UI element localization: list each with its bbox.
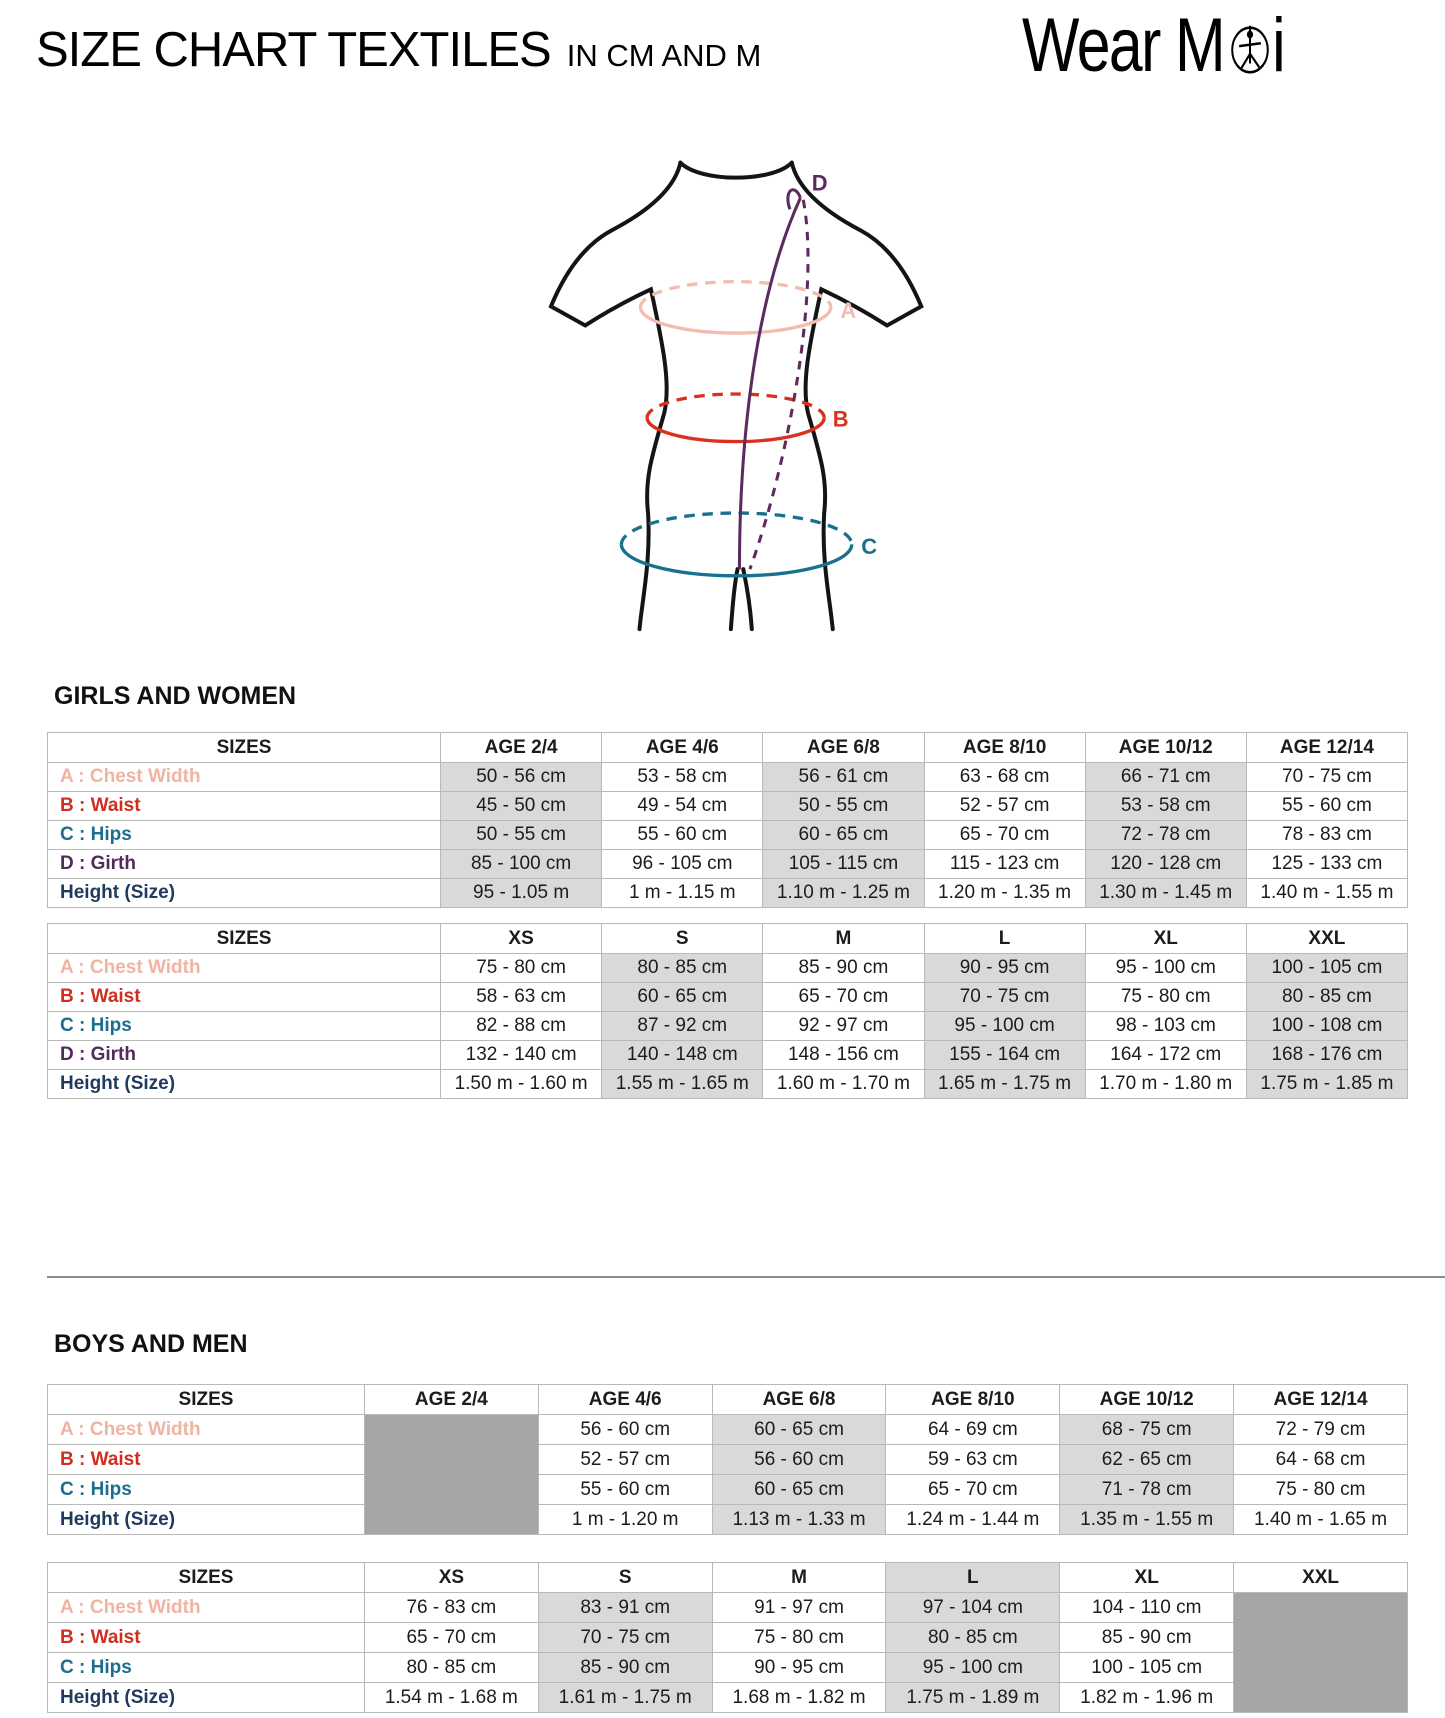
row-label: Height (Size) (48, 1070, 441, 1099)
size-value-cell: 1.50 m - 1.60 m (441, 1070, 602, 1099)
table-row (48, 983, 1408, 1012)
table-row (48, 1041, 1408, 1070)
size-value-cell: 60 - 65 cm (712, 1475, 886, 1505)
brand-logo (1022, 2, 1284, 89)
size-value-cell: 132 - 140 cm (441, 1041, 602, 1070)
size-value-cell: 56 - 61 cm (763, 763, 924, 792)
size-value-cell: 60 - 65 cm (763, 821, 924, 850)
row-label: A : Chest Width (48, 954, 441, 983)
column-header: XS (441, 924, 602, 954)
row-label: B : Waist (48, 1623, 365, 1653)
size-value-cell: 1.55 m - 1.65 m (602, 1070, 763, 1099)
size-value-cell: 56 - 60 cm (538, 1415, 712, 1445)
size-table (47, 923, 1408, 1099)
size-value-cell: 95 - 100 cm (1085, 954, 1246, 983)
size-value-cell: 155 - 164 cm (924, 1041, 1085, 1070)
size-value-cell: 98 - 103 cm (1085, 1012, 1246, 1041)
size-value-cell: 1.82 m - 1.96 m (1060, 1683, 1234, 1713)
section-heading-girls-and-women: GIRLS AND WOMEN (54, 682, 297, 710)
size-value-cell: 53 - 58 cm (1085, 792, 1246, 821)
size-value-cell: 1.75 m - 1.89 m (886, 1683, 1060, 1713)
table-row (48, 879, 1408, 908)
table-row (48, 1623, 1408, 1653)
boys-age-size-table (47, 1384, 1408, 1535)
row-label: C : Hips (48, 1475, 365, 1505)
row-label: A : Chest Width (48, 763, 441, 792)
row-label: Height (Size) (48, 1505, 365, 1535)
column-header: XS (364, 1563, 538, 1593)
column-header: XL (1085, 924, 1246, 954)
size-value-cell: 100 - 105 cm (1060, 1653, 1234, 1683)
size-value-cell: 1.35 m - 1.55 m (1060, 1505, 1234, 1535)
table-row (48, 1653, 1408, 1683)
table-row (48, 1683, 1408, 1713)
table-row (48, 763, 1408, 792)
size-value-cell: 1.20 m - 1.35 m (924, 879, 1085, 908)
size-value-cell: 125 - 133 cm (1246, 850, 1407, 879)
size-value-cell: 68 - 75 cm (1060, 1415, 1234, 1445)
column-header: SIZES (48, 733, 441, 763)
header-row (48, 924, 1408, 954)
blocked-cell (364, 1415, 538, 1445)
table-row (48, 1445, 1408, 1475)
section-heading-boys-and-men: BOYS AND MEN (54, 1330, 248, 1358)
blocked-cell (364, 1445, 538, 1475)
column-header: AGE 4/6 (602, 733, 763, 763)
size-value-cell: 1.75 m - 1.85 m (1246, 1070, 1407, 1099)
diagram-label-b: B (832, 406, 849, 432)
size-value-cell: 72 - 79 cm (1234, 1415, 1408, 1445)
blocked-cell (364, 1475, 538, 1505)
size-value-cell: 1.70 m - 1.80 m (1085, 1070, 1246, 1099)
size-value-cell: 52 - 57 cm (538, 1445, 712, 1475)
size-value-cell: 1.54 m - 1.68 m (364, 1683, 538, 1713)
size-value-cell: 168 - 176 cm (1246, 1041, 1407, 1070)
size-value-cell: 87 - 92 cm (602, 1012, 763, 1041)
size-value-cell: 45 - 50 cm (441, 792, 602, 821)
size-value-cell: 62 - 65 cm (1060, 1445, 1234, 1475)
size-value-cell: 66 - 71 cm (1085, 763, 1246, 792)
body-outline (551, 163, 921, 629)
header-row (48, 733, 1408, 763)
size-value-cell: 1.40 m - 1.65 m (1234, 1505, 1408, 1535)
diagram-label-c: C (861, 533, 878, 559)
size-value-cell: 50 - 56 cm (441, 763, 602, 792)
size-value-cell: 71 - 78 cm (1060, 1475, 1234, 1505)
size-value-cell: 64 - 68 cm (1234, 1445, 1408, 1475)
size-value-cell: 92 - 97 cm (763, 1012, 924, 1041)
column-header: AGE 2/4 (441, 733, 602, 763)
girls-age-size-table (47, 732, 1408, 908)
size-value-cell: 97 - 104 cm (886, 1593, 1060, 1623)
size-value-cell: 70 - 75 cm (538, 1623, 712, 1653)
table-row (48, 1012, 1408, 1041)
girth-measurement-loop (739, 190, 808, 569)
size-value-cell: 80 - 85 cm (1246, 983, 1407, 1012)
size-value-cell: 75 - 80 cm (712, 1623, 886, 1653)
body-measurement-diagram (505, 156, 972, 632)
size-value-cell: 1.24 m - 1.44 m (886, 1505, 1060, 1535)
size-value-cell: 52 - 57 cm (924, 792, 1085, 821)
size-value-cell: 75 - 80 cm (441, 954, 602, 983)
column-header: XXL (1246, 924, 1407, 954)
size-value-cell: 56 - 60 cm (712, 1445, 886, 1475)
size-table (47, 732, 1408, 908)
size-value-cell: 115 - 123 cm (924, 850, 1085, 879)
column-header: AGE 6/8 (763, 733, 924, 763)
size-value-cell: 70 - 75 cm (924, 983, 1085, 1012)
size-value-cell: 1.60 m - 1.70 m (763, 1070, 924, 1099)
column-header: AGE 10/12 (1060, 1385, 1234, 1415)
row-label: D : Girth (48, 850, 441, 879)
size-value-cell: 104 - 110 cm (1060, 1593, 1234, 1623)
blocked-cell (1234, 1683, 1408, 1713)
waist-measurement-ellipse (647, 394, 824, 442)
column-header: L (886, 1563, 1060, 1593)
size-value-cell: 80 - 85 cm (602, 954, 763, 983)
row-label: C : Hips (48, 821, 441, 850)
blocked-cell (1234, 1653, 1408, 1683)
size-value-cell: 90 - 95 cm (924, 954, 1085, 983)
row-label: C : Hips (48, 1012, 441, 1041)
column-header: AGE 8/10 (924, 733, 1085, 763)
row-label: C : Hips (48, 1653, 365, 1683)
size-value-cell: 90 - 95 cm (712, 1653, 886, 1683)
table-row (48, 850, 1408, 879)
table-row (48, 954, 1408, 983)
size-value-cell: 100 - 108 cm (1246, 1012, 1407, 1041)
size-value-cell: 50 - 55 cm (763, 792, 924, 821)
size-value-cell: 65 - 70 cm (886, 1475, 1060, 1505)
size-value-cell: 85 - 90 cm (763, 954, 924, 983)
size-value-cell: 83 - 91 cm (538, 1593, 712, 1623)
size-value-cell: 65 - 70 cm (364, 1623, 538, 1653)
table-row (48, 821, 1408, 850)
size-value-cell: 120 - 128 cm (1085, 850, 1246, 879)
size-value-cell: 55 - 60 cm (1246, 792, 1407, 821)
header-row (48, 1385, 1408, 1415)
column-header: S (602, 924, 763, 954)
size-value-cell: 75 - 80 cm (1085, 983, 1246, 1012)
column-header: AGE 2/4 (364, 1385, 538, 1415)
size-value-cell: 1.65 m - 1.75 m (924, 1070, 1085, 1099)
size-table (47, 1384, 1408, 1535)
size-value-cell: 60 - 65 cm (602, 983, 763, 1012)
row-label: B : Waist (48, 792, 441, 821)
size-value-cell: 59 - 63 cm (886, 1445, 1060, 1475)
page-subtitle: IN CM AND M (566, 38, 762, 73)
column-header: AGE 4/6 (538, 1385, 712, 1415)
table-row (48, 1593, 1408, 1623)
column-header: SIZES (48, 1385, 365, 1415)
column-header: AGE 12/14 (1234, 1385, 1408, 1415)
brand-text-suffix: i (1272, 3, 1285, 88)
column-header: SIZES (48, 924, 441, 954)
chest-measurement-ellipse (640, 282, 830, 333)
column-header: S (538, 1563, 712, 1593)
size-value-cell: 85 - 100 cm (441, 850, 602, 879)
column-header: SIZES (48, 1563, 365, 1593)
size-value-cell: 76 - 83 cm (364, 1593, 538, 1623)
size-value-cell: 1.10 m - 1.25 m (763, 879, 924, 908)
column-header: AGE 6/8 (712, 1385, 886, 1415)
row-label: Height (Size) (48, 1683, 365, 1713)
table-row (48, 1475, 1408, 1505)
row-label: D : Girth (48, 1041, 441, 1070)
size-value-cell: 53 - 58 cm (602, 763, 763, 792)
blocked-cell (364, 1505, 538, 1535)
size-table (47, 1562, 1408, 1713)
size-value-cell: 1.13 m - 1.33 m (712, 1505, 886, 1535)
page-title: SIZE CHART TEXTILES (36, 23, 551, 77)
blocked-cell (1234, 1623, 1408, 1653)
diagram-label-d: D (811, 170, 828, 196)
table-row (48, 1505, 1408, 1535)
size-value-cell: 72 - 78 cm (1085, 821, 1246, 850)
row-label: A : Chest Width (48, 1593, 365, 1623)
size-value-cell: 82 - 88 cm (441, 1012, 602, 1041)
table-row (48, 792, 1408, 821)
size-value-cell: 64 - 69 cm (886, 1415, 1060, 1445)
size-value-cell: 63 - 68 cm (924, 763, 1085, 792)
column-header: M (712, 1563, 886, 1593)
column-header: AGE 8/10 (886, 1385, 1060, 1415)
girls-letter-size-table (47, 923, 1408, 1099)
size-value-cell: 1.61 m - 1.75 m (538, 1683, 712, 1713)
size-value-cell: 100 - 105 cm (1246, 954, 1407, 983)
brand-text-prefix: Wear M (1022, 3, 1225, 88)
size-value-cell: 1.40 m - 1.55 m (1246, 879, 1407, 908)
size-value-cell: 75 - 80 cm (1234, 1475, 1408, 1505)
row-label: Height (Size) (48, 879, 441, 908)
size-value-cell: 65 - 70 cm (924, 821, 1085, 850)
size-value-cell: 105 - 115 cm (763, 850, 924, 879)
size-value-cell: 1 m - 1.20 m (538, 1505, 712, 1535)
column-header: XXL (1234, 1563, 1408, 1593)
size-value-cell: 1 m - 1.15 m (602, 879, 763, 908)
size-value-cell: 80 - 85 cm (886, 1623, 1060, 1653)
blocked-cell (1234, 1593, 1408, 1623)
column-header: AGE 10/12 (1085, 733, 1246, 763)
size-value-cell: 95 - 1.05 m (441, 879, 602, 908)
dancer-in-circle-icon (1227, 20, 1273, 78)
column-header: XL (1060, 1563, 1234, 1593)
size-value-cell: 95 - 100 cm (924, 1012, 1085, 1041)
column-header: M (763, 924, 924, 954)
row-label: B : Waist (48, 1445, 365, 1475)
hips-measurement-ellipse (621, 513, 851, 576)
size-value-cell: 91 - 97 cm (712, 1593, 886, 1623)
page-header (36, 22, 761, 78)
size-value-cell: 140 - 148 cm (602, 1041, 763, 1070)
size-value-cell: 55 - 60 cm (602, 821, 763, 850)
size-value-cell: 65 - 70 cm (763, 983, 924, 1012)
size-value-cell: 96 - 105 cm (602, 850, 763, 879)
size-value-cell: 49 - 54 cm (602, 792, 763, 821)
size-value-cell: 1.30 m - 1.45 m (1085, 879, 1246, 908)
size-value-cell: 1.68 m - 1.82 m (712, 1683, 886, 1713)
size-value-cell: 85 - 90 cm (538, 1653, 712, 1683)
size-value-cell: 55 - 60 cm (538, 1475, 712, 1505)
size-value-cell: 60 - 65 cm (712, 1415, 886, 1445)
row-label: A : Chest Width (48, 1415, 365, 1445)
boys-letter-size-table (47, 1562, 1408, 1713)
table-row (48, 1070, 1408, 1099)
table-row (48, 1415, 1408, 1445)
size-value-cell: 70 - 75 cm (1246, 763, 1407, 792)
header-row (48, 1563, 1408, 1593)
size-value-cell: 95 - 100 cm (886, 1653, 1060, 1683)
size-value-cell: 164 - 172 cm (1085, 1041, 1246, 1070)
row-label: B : Waist (48, 983, 441, 1012)
section-divider (47, 1276, 1445, 1278)
size-value-cell: 148 - 156 cm (763, 1041, 924, 1070)
column-header: L (924, 924, 1085, 954)
size-value-cell: 85 - 90 cm (1060, 1623, 1234, 1653)
size-value-cell: 50 - 55 cm (441, 821, 602, 850)
column-header: AGE 12/14 (1246, 733, 1407, 763)
diagram-label-a: A (840, 297, 857, 323)
size-value-cell: 78 - 83 cm (1246, 821, 1407, 850)
size-value-cell: 80 - 85 cm (364, 1653, 538, 1683)
size-value-cell: 58 - 63 cm (441, 983, 602, 1012)
